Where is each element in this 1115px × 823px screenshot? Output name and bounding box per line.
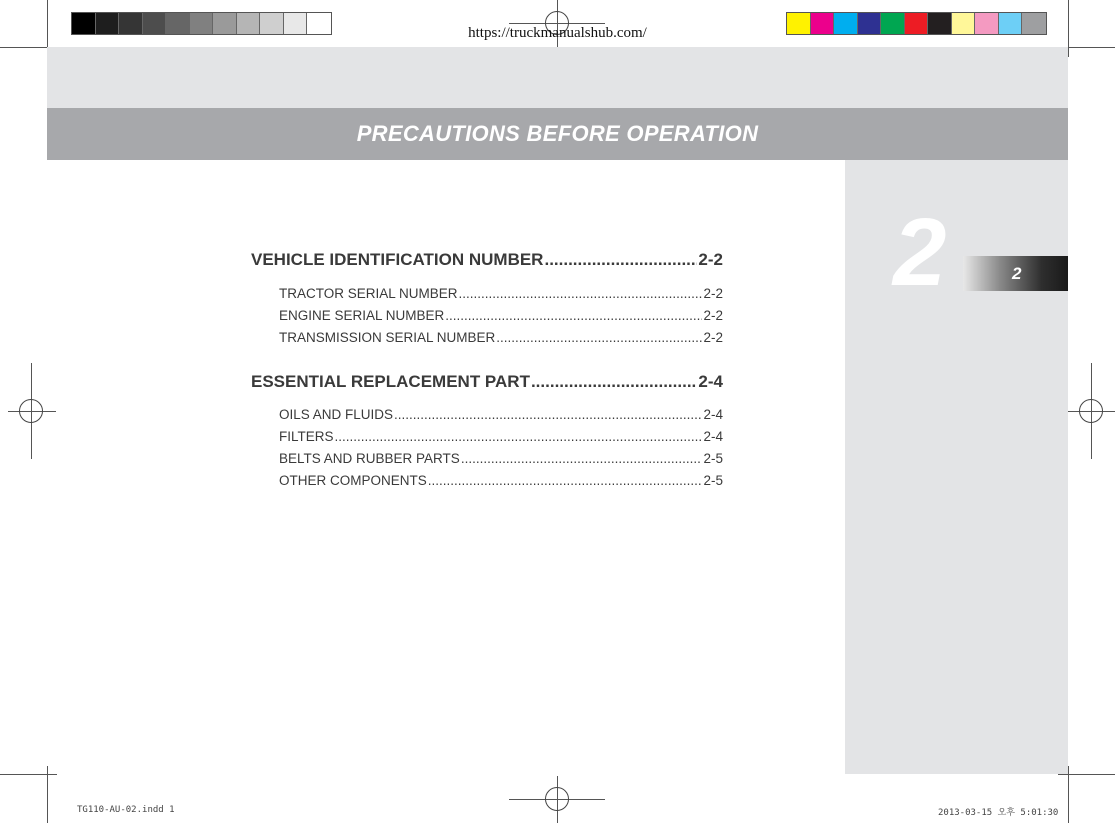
- slug-timestamp: 2013-03-15 오후 5:01:30: [938, 808, 1059, 818]
- registration-mark: [19, 399, 43, 423]
- page-title: PRECAUTIONS BEFORE OPERATION: [356, 121, 759, 146]
- registration-mark: [545, 787, 569, 811]
- toc-item-label: TRANSMISSION SERIAL NUMBER: [279, 330, 496, 345]
- crop-mark: [1058, 774, 1115, 775]
- toc-item-label: BELTS AND RUBBER PARTS: [279, 451, 460, 466]
- toc-items-vin: [251, 286, 723, 352]
- toc-item[interactable]: [251, 429, 723, 451]
- toc-item-page: 2-2: [703, 330, 723, 345]
- toc-item[interactable]: [251, 473, 723, 495]
- toc-leader-dots: [335, 429, 703, 444]
- toc-section-replacement: [251, 372, 723, 396]
- toc-item-page: 2-4: [703, 407, 723, 422]
- toc-item[interactable]: [251, 308, 723, 330]
- toc-item-label: FILTERS: [279, 429, 334, 444]
- toc-item-page: 2-5: [703, 451, 723, 466]
- toc-heading-label: VEHICLE IDENTIFICATION NUMBER: [251, 250, 544, 269]
- header-band-light: [47, 47, 1068, 108]
- toc-item[interactable]: [251, 407, 723, 429]
- toc-item-page: 2-2: [703, 308, 723, 323]
- toc-leader-dots: [428, 473, 703, 488]
- toc-items-replacement: [251, 407, 723, 495]
- toc-item[interactable]: [251, 330, 723, 352]
- header-band: [47, 108, 1068, 160]
- toc-section-vin: [251, 250, 723, 274]
- toc-heading-page: 2-2: [698, 250, 723, 269]
- slug-filename: TG110-AU-02.indd 1: [77, 805, 175, 815]
- toc-item-label: ENGINE SERIAL NUMBER: [279, 308, 445, 323]
- toc-item-page: 2-4: [703, 429, 723, 444]
- toc-item-label: TRACTOR SERIAL NUMBER: [279, 286, 458, 301]
- toc-leader-dots: [461, 451, 703, 466]
- crop-mark: [1068, 766, 1069, 823]
- chapter-tab-number: 2: [1012, 264, 1022, 283]
- toc-heading[interactable]: [251, 250, 723, 274]
- toc-leader-dots: [496, 330, 702, 345]
- toc-heading[interactable]: [251, 372, 723, 396]
- crop-mark: [47, 766, 48, 823]
- source-url[interactable]: https://truckmanualshub.com/: [468, 25, 647, 41]
- chapter-side-panel: [845, 160, 1068, 774]
- chapter-number: 2: [893, 199, 947, 306]
- toc-item[interactable]: [251, 286, 723, 308]
- registration-mark: [1079, 399, 1103, 423]
- toc-item[interactable]: [251, 451, 723, 473]
- toc-leader-dots: [544, 250, 697, 270]
- toc-leader-dots: [445, 308, 702, 323]
- toc-heading-label: ESSENTIAL REPLACEMENT PART: [251, 372, 530, 391]
- toc-leader-dots: [459, 286, 703, 301]
- toc-item-label: OTHER COMPONENTS: [279, 473, 427, 488]
- crop-mark: [0, 774, 57, 775]
- toc-item-label: OILS AND FLUIDS: [279, 407, 394, 422]
- toc-leader-dots: [394, 407, 702, 422]
- toc-heading-page: 2-4: [698, 372, 723, 391]
- toc-item-page: 2-2: [703, 286, 723, 301]
- toc-item-page: 2-5: [703, 473, 723, 488]
- toc-leader-dots: [531, 372, 697, 392]
